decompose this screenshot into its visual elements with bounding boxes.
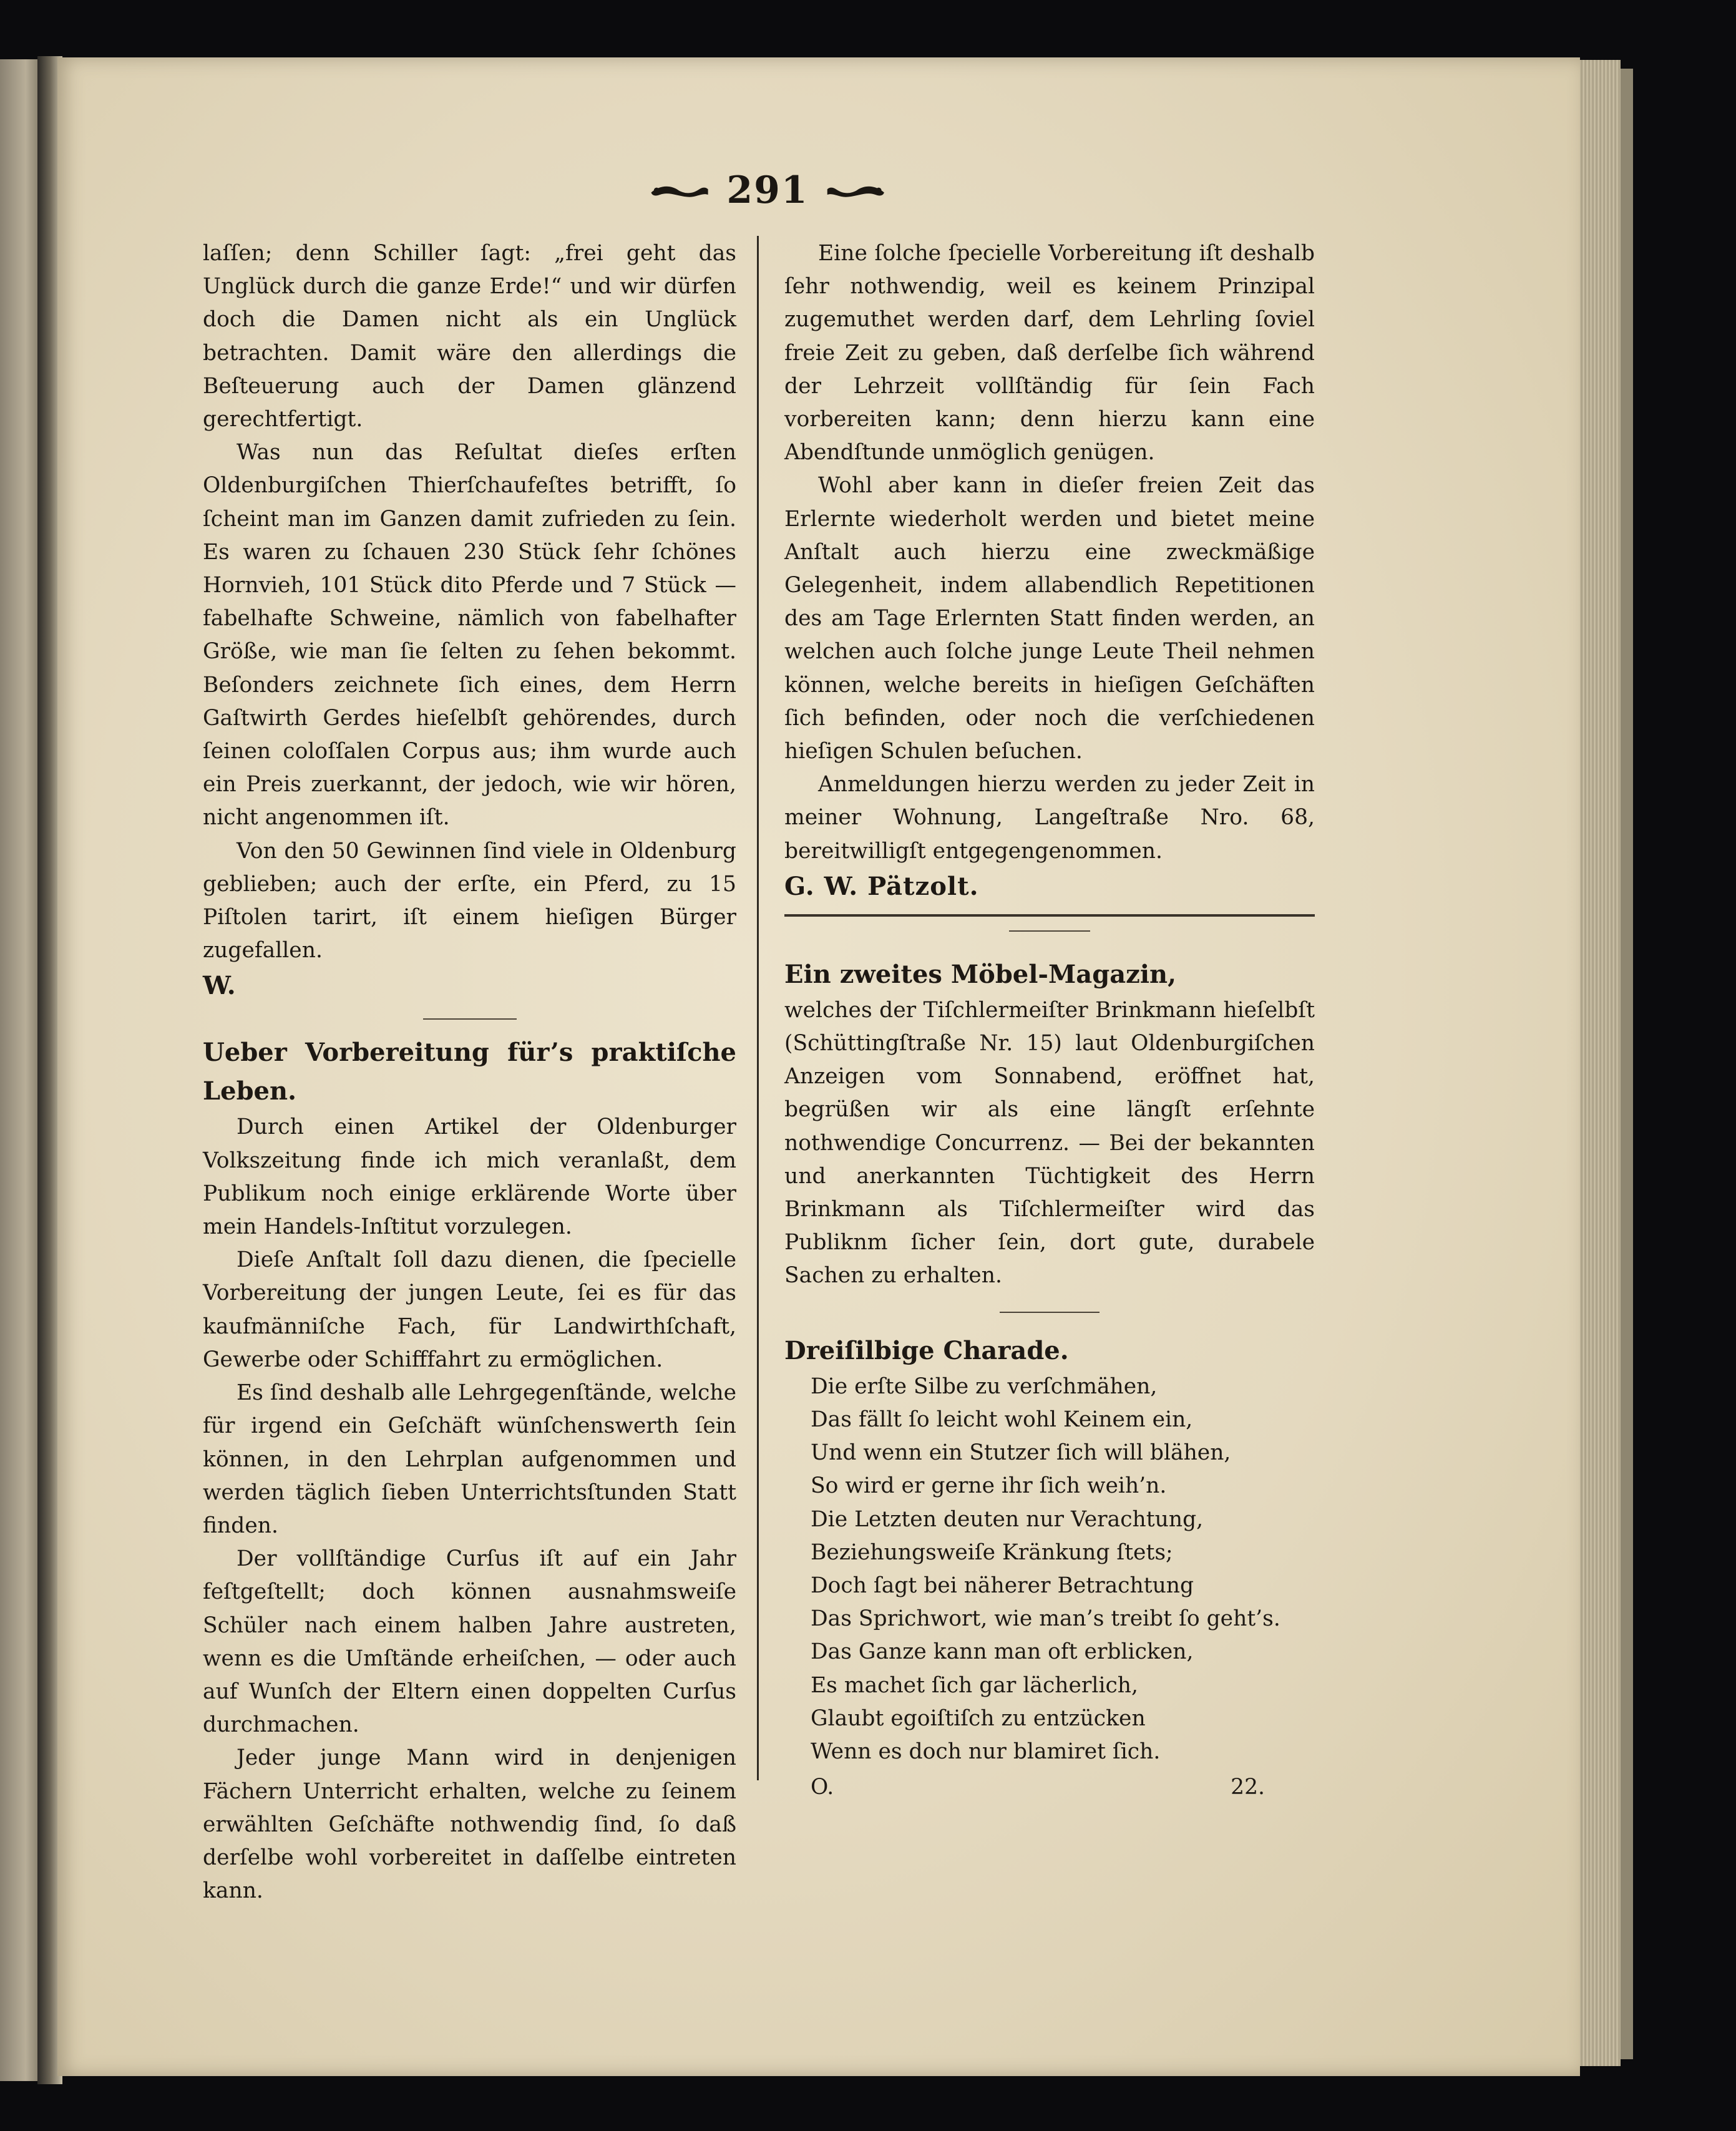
signature: G. W. Pätzolt. (784, 871, 979, 901)
column-divider (757, 236, 759, 1780)
paragraph: Was nun das Reſultat dieſes erſten Oldenburgiſchen Thierſchaufeſtes betrifft, ſo ſcheint man im Ganzen damit zufrieden zu ſein. Es waren zu ſchauen 230 Stück ſehr ſchönes Hornvieh, 101 Stück dito Pferde und 7 Stück — fabelhafte Schweine, nämlich von fabelhafter Größe, wie man ſie ſelten zu ſehen bekommt. Beſonders zeichnete ſich eines, dem Herrn Gaſtwirth Gerdes hieſelbſt gehörendes, durch ſeinen coloſſalen Corpus aus; ihm wurde auch ein Preis zuerkannt, der jedoch, wie wir hören, nicht angenommen iſt. (203, 440, 736, 831)
left-ornament-icon (649, 178, 709, 203)
section-heading: Ueber Vorbereitung für’s praktiſche Leben. (203, 1038, 736, 1106)
paragraph: Der vollſtändige Curſus iſt auf ein Jahr feſtgeſtellt; doch können ausnahmsweiſe Schüler nach einem halben Jahre austreten, wenn es die Umſtände erheiſchen, — oder auch auf Wunſch der Eltern einen doppelten Curſus durchmachen. (203, 1546, 736, 1738)
poem-line: Die Letzten deuten nur Verachtung, (811, 1506, 1204, 1532)
poem-line: Beziehungsweiſe Kränkung ſtets; (811, 1539, 1173, 1565)
poem-line: Doch ſagt bei näherer Betrachtung (811, 1573, 1194, 1598)
section-heading: Dreiſilbige Charade. (784, 1335, 1069, 1365)
poem-line: Das Ganze kann man oft erblicken, (811, 1639, 1194, 1665)
paragraph: Eine ſolche ſpecielle Vorbereitung iſt deshalb ſehr nothwendig, weil es keinem Prinzipal zugemuthet werden darf, dem Lehrling ſoviel freie Zeit zu geben, daß derſelbe ſich während der Lehrzeit vollſtändig für ſein Fach vorbereiten kann; denn hierzu kann eine Abendſtunde unmöglich genügen. (784, 241, 1315, 466)
poem-line: So wird er gerne ihr ſich weih’n. (811, 1473, 1167, 1499)
poem-line: Das fällt ſo leicht wohl Keinem ein, (811, 1407, 1193, 1432)
paragraph: welches der Tiſchlermeiſter Brinkmann hieſelbſt (Schüttingſtraße Nr. 15) laut Oldenburgiſchen Anzeigen vom Sonnabend, eröffnet hat, begrüßen wir als eine längſt erſehnte nothwendige Concurrenz. — Bei der bekannten und anerkannten Tüchtigkeit des Herrn Brinkmann als Tiſchlermeiſter wird das Publiknm ſicher ſein, dort gute, durabele Sachen zu erhalten. (784, 997, 1315, 1289)
section-divider (423, 1018, 517, 1020)
cover-edge (1621, 69, 1633, 2059)
poem-author: O. (811, 1775, 834, 1800)
paragraph: Dieſe Anſtalt ſoll dazu dienen, die ſpecielle Vorbereitung der jungen Leute, ſei es für das kaufmänniſche Fach, für Landwirthſchaft, Gewerbe oder Schifffahrt zu ermöglichen. (203, 1247, 736, 1372)
paragraph: Jeder junge Mann wird in denjenigen Fächern Unterricht erhalten, welche zu ſeinem erwählten Geſchäfte nothwendig ſind, ſo daß derſelbe wohl vorbereitet in daſſelbe eintreten kann. (203, 1745, 736, 1904)
right-column (784, 237, 1315, 1804)
page-stack-edge (1580, 60, 1621, 2066)
page-header (649, 165, 886, 215)
section-heading: Ein zweites Möbel-Magazin, (784, 959, 1177, 989)
poem-line: Die erſte Silbe zu verſchmähen, (811, 1373, 1158, 1399)
paragraph: laſſen; denn Schiller ſagt: „frei geht das Unglück durch die ganze Erde!“ und wir dürfen doch die Damen nicht als ein Unglück betrachten. Damit wäre den allerdings die Beſteuerung auch der Damen glänzend gerechtfertigt. (203, 241, 736, 432)
paragraph: Durch einen Artikel der Oldenburger Volkszeitung finde ich mich veranlaßt, dem Publikum noch einige erklärende Worte über mein Handels-Inſtitut vorzulegen. (203, 1114, 736, 1240)
poem-number: 22. (1231, 1775, 1265, 1800)
right-ornament-icon (826, 178, 886, 203)
poem-line: Und wenn ein Stutzer ſich will blähen, (811, 1440, 1231, 1466)
poem-line: Glaubt egoiſtiſch zu entzücken (811, 1705, 1146, 1731)
paragraph: Anmeldungen hierzu werden zu jeder Zeit in meiner Wohnung, Langeſtraße Nro. 68, bereitwilligſt entgegengenommen. (784, 772, 1315, 864)
poem-line: Wenn es doch nur blamiret ſich. (811, 1738, 1161, 1764)
poem-line: Es machet ſich gar lächerlich, (811, 1672, 1138, 1698)
section-rule (784, 914, 1315, 917)
paragraph: Von den 50 Gewinnen ſind viele in Oldenburg geblieben; auch der erſte, ein Pferd, zu 15 Piſtolen tarirt, iſt einem hieſigen Bürger zugefallen. (203, 838, 736, 963)
page-number: 291 (726, 168, 809, 212)
poem-line: Das Sprichwort, wie man’s treibt ſo geht’s. (811, 1606, 1280, 1632)
paragraph: Wohl aber kann in dieſer freien Zeit das Erlernte wiederholt werden und bietet meine Anſtalt auch hierzu eine zweckmäßige Gelegenheit, indem allabendlich Repetitionen des am Tage Erlernten Statt finden werden, an welchen auch ſolche junge Leute Theil nehmen können, welche bereits in hieſigen Geſchäften ſich befinden, oder noch die verſchiedenen hieſigen Schulen beſuchen. (784, 473, 1315, 764)
section-divider (1000, 1312, 1100, 1313)
section-divider (1009, 930, 1090, 932)
left-column (203, 237, 736, 1908)
paragraph: Es ſind deshalb alle Lehrgegenſtände, welche für irgend ein Geſchäft wünſchenswerth ſein können, in den Lehrplan aufgenommen und werden täglich ſieben Unterrichtsſtunden Statt finden. (203, 1380, 736, 1538)
signature: W. (203, 971, 236, 1001)
poem-footer (784, 1771, 1315, 1804)
